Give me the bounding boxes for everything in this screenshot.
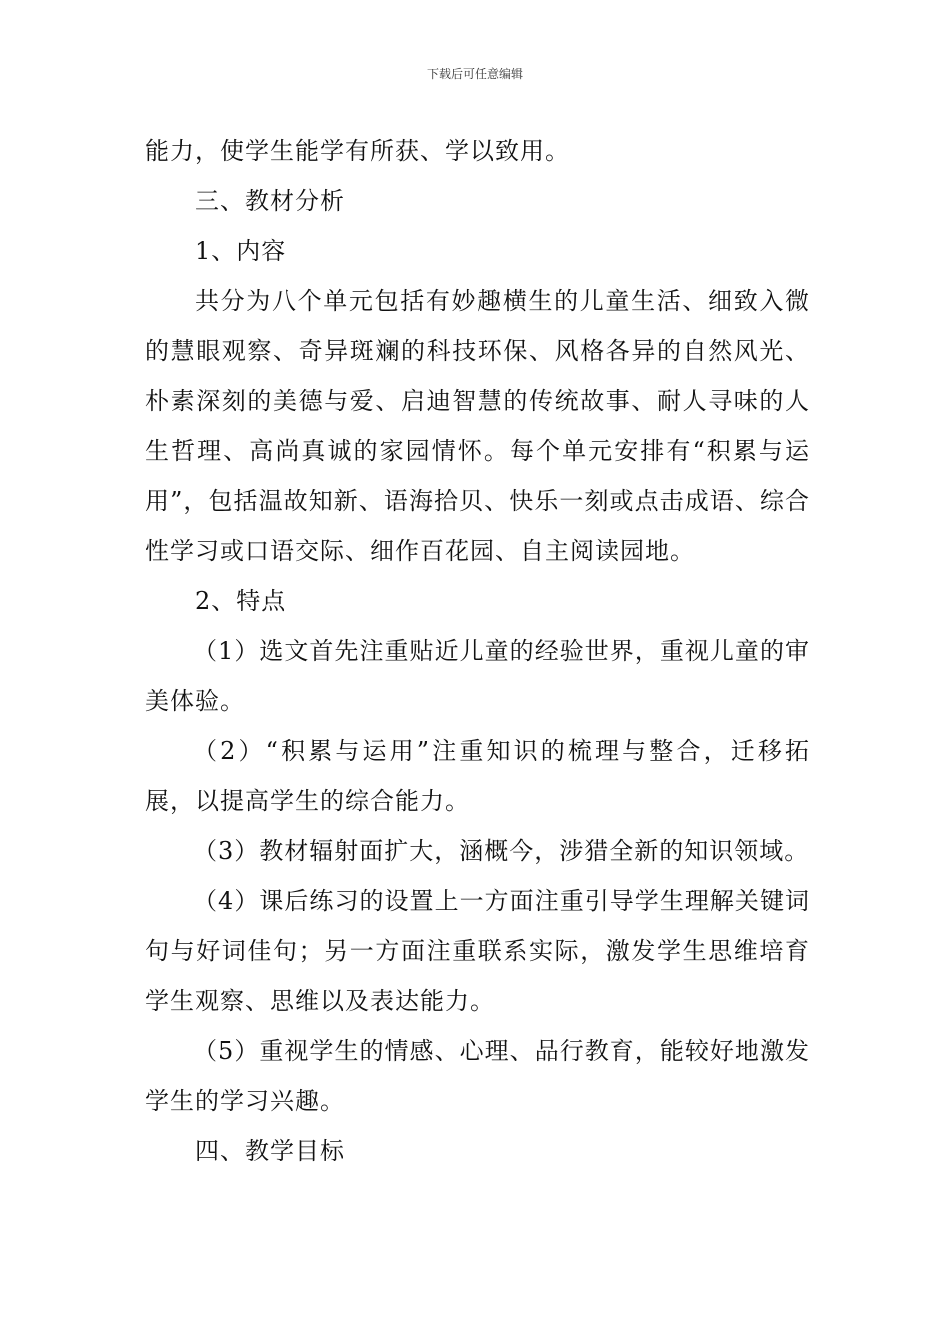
feature-item-3: （3）教材辐射面扩大，涵概今，涉猎全新的知识领域。 [193, 837, 810, 865]
page-header: 下载后可任意编辑 [426, 67, 523, 81]
section-heading-3: 三、教材分析 [195, 187, 345, 215]
subheading-content: 1、内容 [195, 237, 287, 265]
document-body [145, 126, 810, 1176]
feature-item-2: （2）“积累与运用”注重知识的梳理与整合，迁移拓展，以提高学生的综合能力。 [145, 737, 810, 815]
subheading-features: 2、特点 [195, 587, 287, 615]
feature-item-4: （4）课后练习的设置上一方面注重引导学生理解关键词句与好词佳句；另一方面注重联系实际，激发学生思维培育学生观察、思维以及表达能力。 [145, 887, 810, 1015]
feature-item-1: （1）选文首先注重贴近儿童的经验世界，重视儿童的审美体验。 [145, 637, 810, 715]
paragraph-content: 共分为八个单元包括有妙趣横生的儿童生活、细致入微的慧眼观察、奇异斑斓的科技环保、风格各异的自然风光、朴素深刻的美德与爱、启迪智慧的传统故事、耐人寻味的人生哲理、高尚真诚的家园情怀。每个单元安排有“积累与运用”，包括温故知新、语海拾贝、快乐一刻或点击成语、综合性学习或口语交际、细作百花园、自主阅读园地。 [145, 287, 810, 565]
feature-item-5: （5）重视学生的情感、心理、品行教育，能较好地激发学生的学习兴趣。 [145, 1037, 810, 1115]
section-heading-4: 四、教学目标 [195, 1137, 345, 1165]
paragraph-continuation: 能力，使学生能学有所获、学以致用。 [145, 137, 570, 165]
